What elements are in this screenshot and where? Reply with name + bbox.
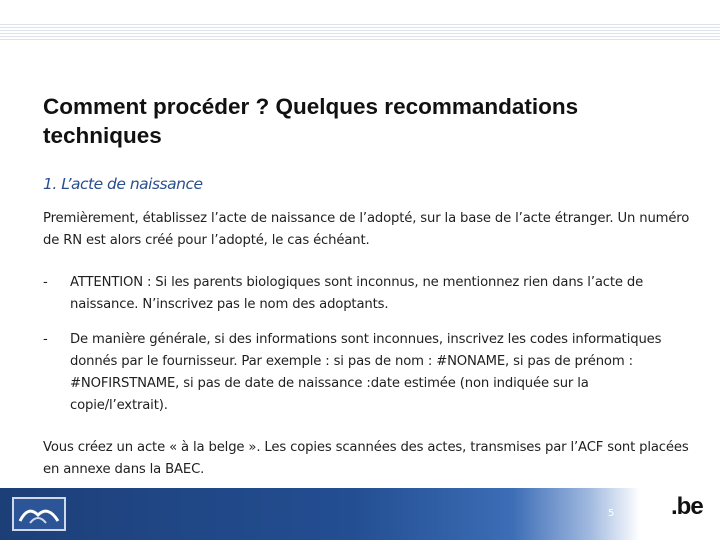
footer-band xyxy=(0,488,640,540)
bullet-marker: - xyxy=(43,275,48,290)
bullet-text: ATTENTION : Si les parents biologiques sont inconnus, ne mentionnez rien dans l’acte de naissance. N’inscrivez pas le nom des adoptants. xyxy=(70,275,644,312)
be-brand-logo: .be xyxy=(671,493,703,520)
bullet-marker: - xyxy=(43,332,48,347)
paragraph-intro: Premièrement, établissez l’acte de naissance de l’adopté, sur la base de l’acte étranger. Un numéro de RN est alors créé pour l’adopté, le cas échéant. xyxy=(43,211,690,248)
paragraph-conclusion: Vous créez un acte « à la belge ». Les copies scannées des actes, transmises par l’ACF sont placées en annexe dans la BAEC. xyxy=(43,440,689,477)
slide-title: Comment procéder ? Quelques recommandations techniques xyxy=(43,94,579,148)
page-number: 5 xyxy=(608,508,615,519)
birds-logo-icon xyxy=(12,497,66,531)
footer xyxy=(0,488,720,540)
header-decoration xyxy=(0,24,720,54)
section-subtitle: 1. L’acte de naissance xyxy=(43,175,203,193)
bullet-text: De manière générale, si des informations sont inconnues, inscrivez les codes informatiques donnés par le fournisseur. Par exemple : si pas de nom : #NONAME, si pas de prénom : #NOFIRSTNAME, si pas de date de naissance :date estimée (non indiquée sur la copie/l’extrait). xyxy=(70,332,662,413)
